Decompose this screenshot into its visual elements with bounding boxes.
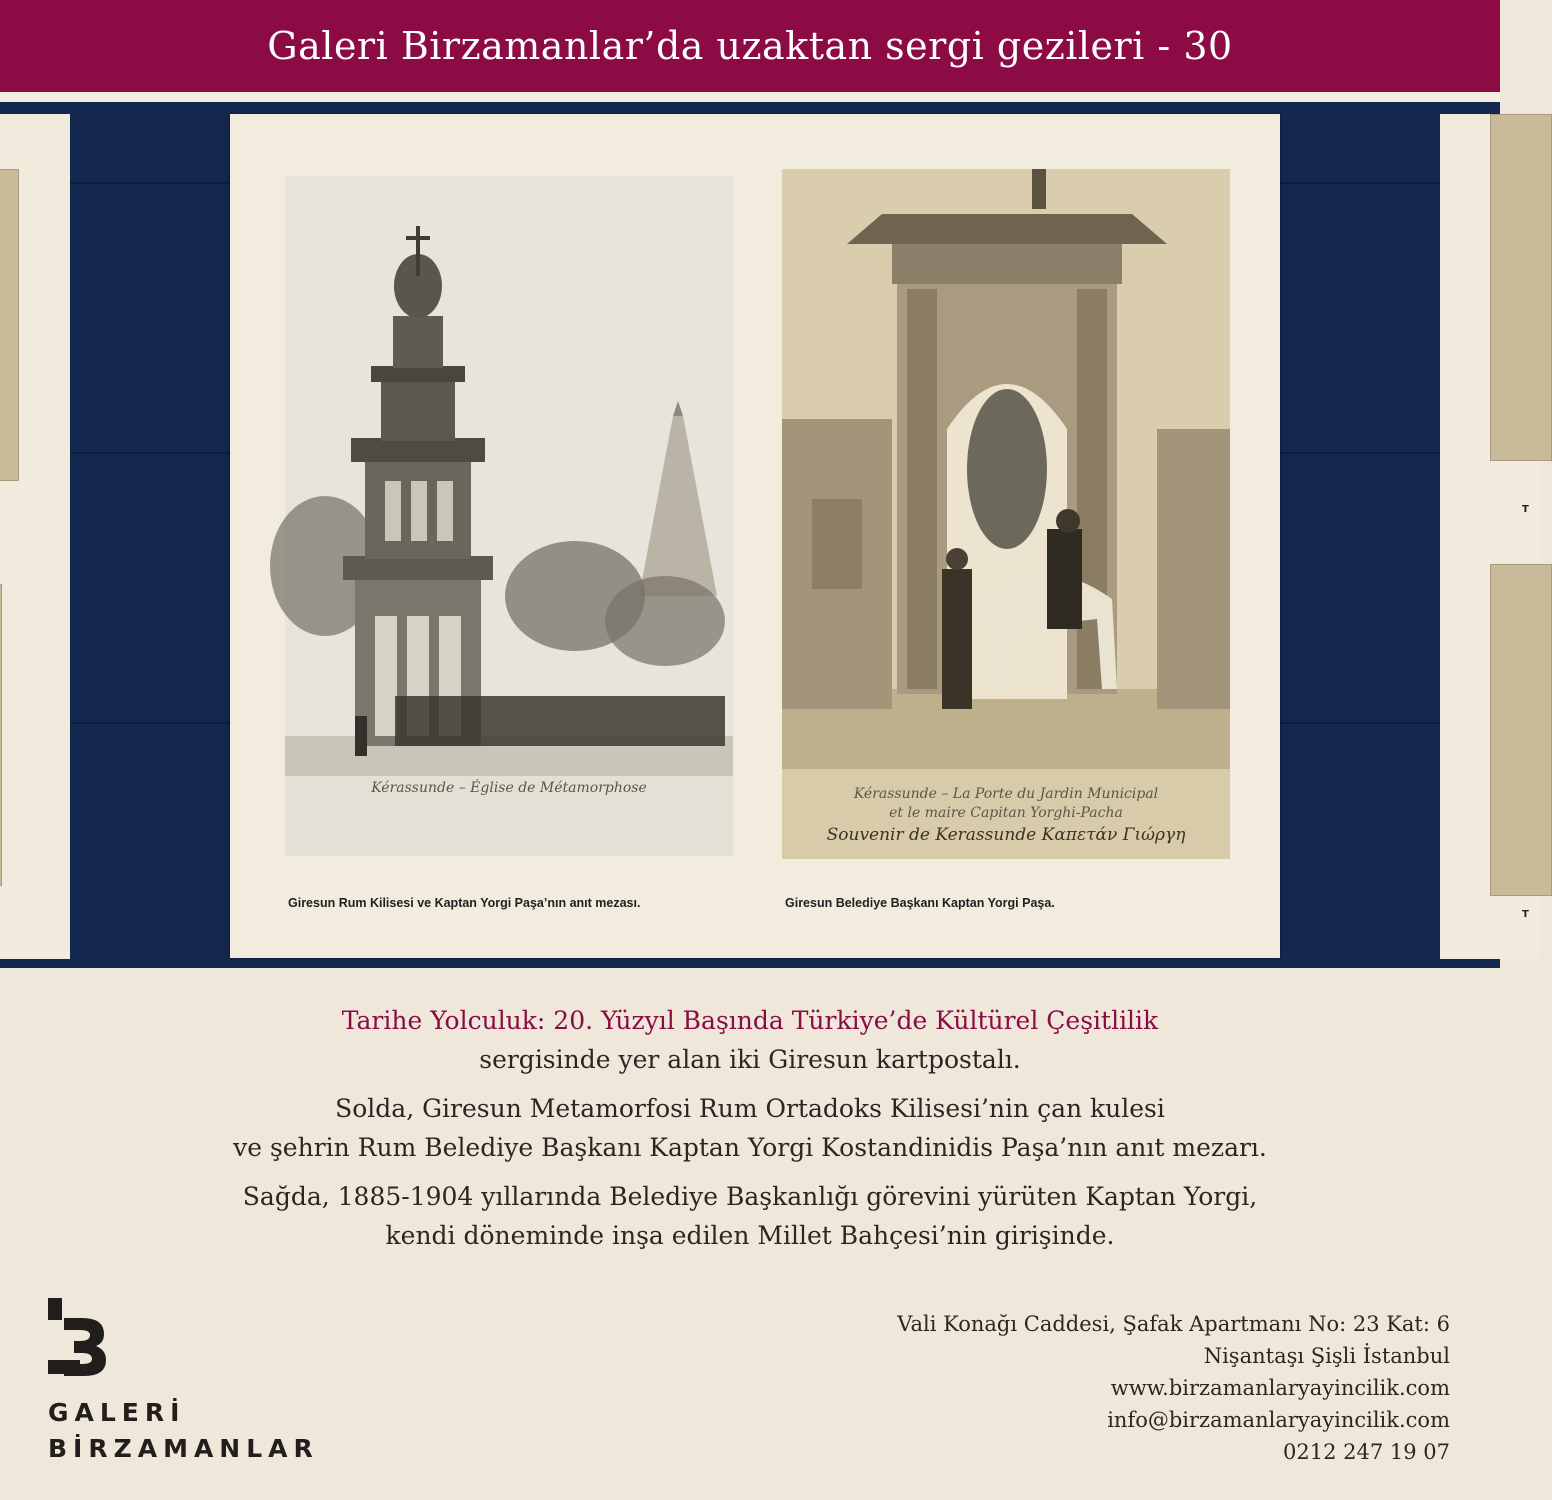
logo-text-birzamanlar: BİRZAMANLAR bbox=[48, 1434, 319, 1463]
neighbor-postcard bbox=[1490, 114, 1552, 461]
neighbor-board-left bbox=[0, 114, 70, 959]
header-banner bbox=[0, 0, 1500, 92]
neighbor-caption-mark: T bbox=[1522, 909, 1529, 920]
phone-number[interactable]: 0212 247 19 07 bbox=[1283, 1440, 1450, 1464]
galeri-logo-mark bbox=[48, 1298, 108, 1378]
address-line: Vali Konağı Caddesi, Şafak Apartmanı No: 23 Kat: 6 bbox=[897, 1312, 1450, 1336]
email-link[interactable]: info@birzamanlaryayincilik.com bbox=[1107, 1408, 1450, 1432]
board-caption-left: Giresun Rum Kilisesi ve Kaptan Yorgi Paşa’nın anıt mezası. bbox=[288, 896, 641, 910]
postcard-church bbox=[285, 176, 733, 856]
header-title: Galeri Birzamanlar’da uzaktan sergi gezileri - 30 bbox=[267, 24, 1233, 68]
neighbor-postcard bbox=[0, 584, 2, 886]
church-illustration bbox=[285, 176, 733, 856]
description-line: ve şehrin Rum Belediye Başkanı Kaptan Yorgi Kostandinidis Paşa’nın anıt mezarı. bbox=[233, 1133, 1267, 1162]
exhibition-description bbox=[0, 1002, 1500, 1255]
gate-illustration bbox=[782, 169, 1230, 859]
header-divider bbox=[0, 92, 1500, 102]
logo-text-galeri: GALERİ bbox=[48, 1398, 186, 1427]
description-line: kendi döneminde inşa edilen Millet Bahçesi’nin girişinde. bbox=[385, 1221, 1115, 1250]
postcard-garden-gate bbox=[782, 169, 1230, 859]
postcard-printed-caption-2: et le maire Capitan Yorghi-Pacha bbox=[889, 805, 1123, 821]
postcard-printed-caption: Kérassunde – Église de Métamorphose bbox=[371, 780, 647, 796]
neighbor-caption-mark: T bbox=[1522, 504, 1529, 515]
description-line: sergisinde yer alan iki Giresun kartpostalı. bbox=[479, 1045, 1021, 1074]
postcard-printed-caption-1: Kérassunde – La Porte du Jardin Municipal bbox=[853, 786, 1159, 802]
board-caption-right: Giresun Belediye Başkanı Kaptan Yorgi Paşa. bbox=[785, 896, 1055, 910]
exhibition-photo bbox=[0, 102, 1529, 968]
contact-info bbox=[897, 1308, 1450, 1468]
address-line: Nişantaşı Şişli İstanbul bbox=[1203, 1344, 1450, 1368]
exhibition-title: Tarihe Yolculuk: 20. Yüzyıl Başında Türkiye’de Kültürel Çeşitlilik bbox=[341, 1006, 1159, 1035]
postcard-handwriting: Souvenir de Kerassunde Καπετάν Γιώργη bbox=[826, 825, 1186, 845]
exhibition-board bbox=[230, 114, 1280, 958]
neighbor-postcard bbox=[1490, 564, 1552, 896]
description-line: Sağda, 1885-1904 yıllarında Belediye Başkanlığı görevini yürüten Kaptan Yorgi, bbox=[242, 1182, 1258, 1211]
neighbor-postcard bbox=[0, 169, 19, 481]
website-link[interactable]: www.birzamanlaryayincilik.com bbox=[1110, 1376, 1450, 1400]
neighbor-board-right bbox=[1440, 114, 1540, 959]
description-line: Solda, Giresun Metamorfosi Rum Ortadoks Kilisesi’nin çan kulesi bbox=[335, 1094, 1165, 1123]
